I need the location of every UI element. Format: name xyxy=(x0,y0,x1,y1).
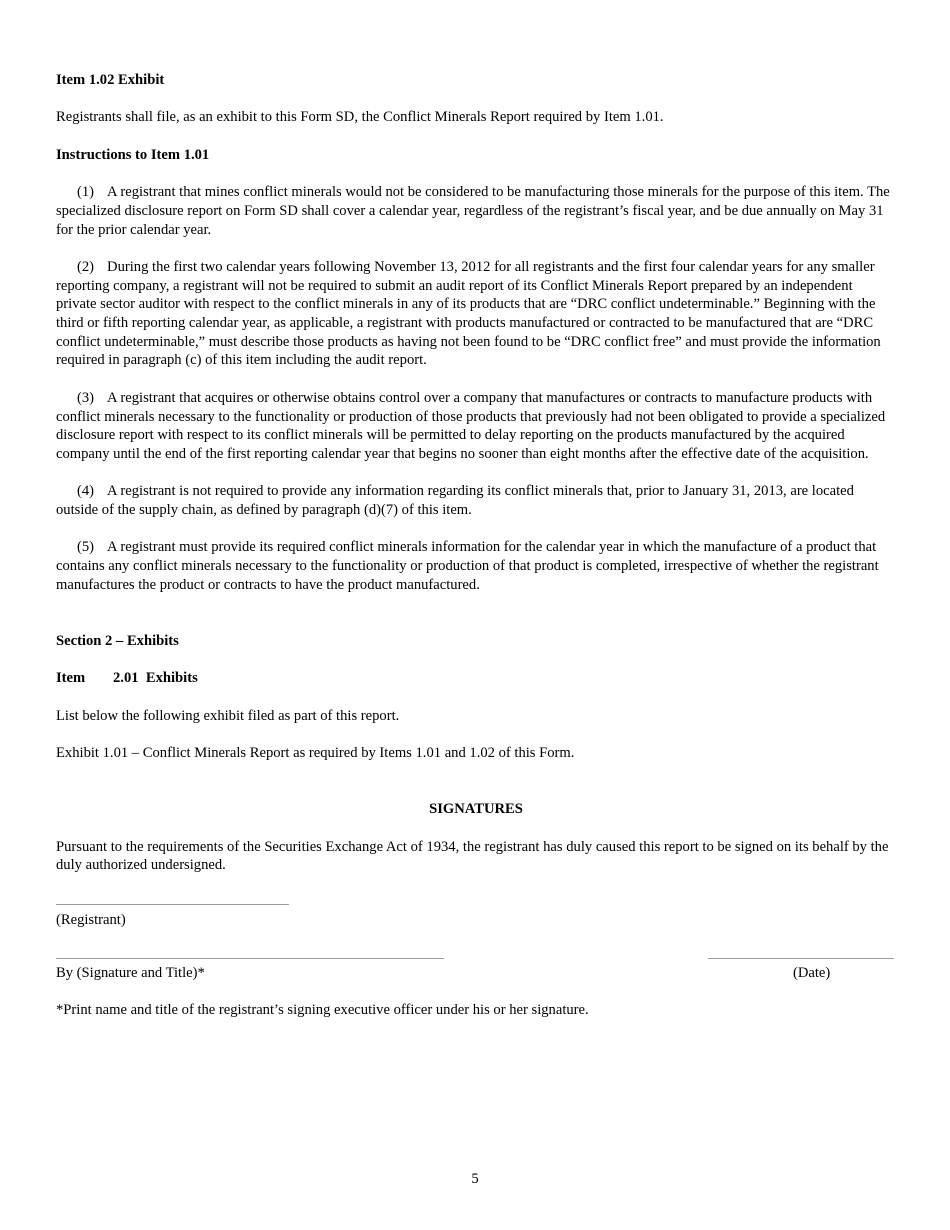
section-2-heading: Section 2 – Exhibits xyxy=(56,632,179,649)
item-title: Exhibits xyxy=(145,670,198,687)
document-page xyxy=(56,71,896,1020)
instruction-num-4: (4) xyxy=(77,483,95,500)
instruction-item-1 xyxy=(56,183,896,239)
instruction-num-5: (5) xyxy=(77,539,95,556)
date-label: (Date) xyxy=(793,964,831,981)
exhibit-1-01-text: Exhibit 1.01 – Conflict Minerals Report as required by Items 1.01 and 1.02 of this Form. xyxy=(56,745,575,762)
page-number: 5 xyxy=(471,1171,479,1187)
instruction-item-5 xyxy=(56,538,896,594)
instruction-text-2: During the first two calendar years following November 13, 2012 for all registrants and the first four calendar years for any smaller reporting company, a registrant will not be required to submit an audit report of its Conflict Minerals Report prepared by an independent private sector auditor with respect to the conflict minerals in any of its products that are “DRC conflict undeterminable.” Beginning with the third or fifth reporting calendar year, as applicable, a registrant with products manufactured or contracted to be manufactured that are “DRC conflict undeterminable,” must describe those products as having not been found to be “DRC conflict free” and must provide the information required in paragraph (c) of this item including the audit report. xyxy=(56,258,881,369)
item-code: 2.01 xyxy=(113,670,139,687)
date-signature-line xyxy=(708,957,894,959)
registrant-label: (Registrant) xyxy=(56,912,126,929)
item-1-02-text: Registrants shall file, as an exhibit to this Form SD, the Conflict Minerals Report required by Item 1.01. xyxy=(56,109,664,126)
by-signature-line xyxy=(56,957,444,959)
instruction-text-5: A registrant must provide its required conflict minerals information for the calendar year in which the manufacture of a product that contains any conflict minerals necessary to the functionality or production of that product is completed, irrespective of whether the registrant manufactures the product or contracts to have the product manufactured. xyxy=(56,539,879,593)
instruction-num-3: (3) xyxy=(77,389,95,406)
item-1-02-heading: Item 1.02 Exhibit xyxy=(56,72,165,88)
item-label: Item xyxy=(56,670,86,687)
instruction-item-3 xyxy=(56,389,896,464)
signature-footnote: *Print name and title of the registrant’s signing executive officer under his or her signature. xyxy=(56,1002,589,1019)
signature-lines-row xyxy=(56,957,896,958)
signatures-text: Pursuant to the requirements of the Securities Exchange Act of 1934, the registrant has duly caused this report to be signed on its behalf by the duly authorized undersigned. xyxy=(56,838,889,874)
instruction-num-1: (1) xyxy=(77,184,95,201)
item-2-01-heading xyxy=(56,669,896,688)
signatures-heading: SIGNATURES xyxy=(429,801,523,818)
exhibit-list-text: List below the following exhibit filed as part of this report. xyxy=(56,707,400,724)
instruction-num-2: (2) xyxy=(77,258,95,275)
instructions-heading: Instructions to Item 1.01 xyxy=(56,146,210,163)
by-signature-label: By (Signature and Title)* xyxy=(56,964,205,981)
instruction-text-1: A registrant that mines conflict minerals would not be considered to be manufacturing those minerals for the purpose of this item. The specialized disclosure report on Form SD shall cover a calendar year, regardless of the registrant’s fiscal year, and be due annually on May 31 for the prior calendar year. xyxy=(56,184,890,238)
instruction-text-3: A registrant that acquires or otherwise obtains control over a company that manufactures or contracts to manufacture products with conflict minerals necessary to the functionality or production of those products that previously had not been obligated to provide a specialized disclosure report with respect to its conflict minerals will be permitted to delay reporting on the products manufactured by the acquired company until the end of the first reporting calendar year that begins no sooner than eight months after the effective date of the acquisition. xyxy=(56,389,886,462)
instruction-item-4 xyxy=(56,482,896,519)
signature-labels-row xyxy=(56,964,896,983)
instruction-item-2 xyxy=(56,258,896,370)
instruction-text-4: A registrant is not required to provide any information regarding its conflict minerals that, prior to January 31, 2013, are located outside of the supply chain, as defined by paragraph (d)(7) of this item. xyxy=(56,483,854,519)
